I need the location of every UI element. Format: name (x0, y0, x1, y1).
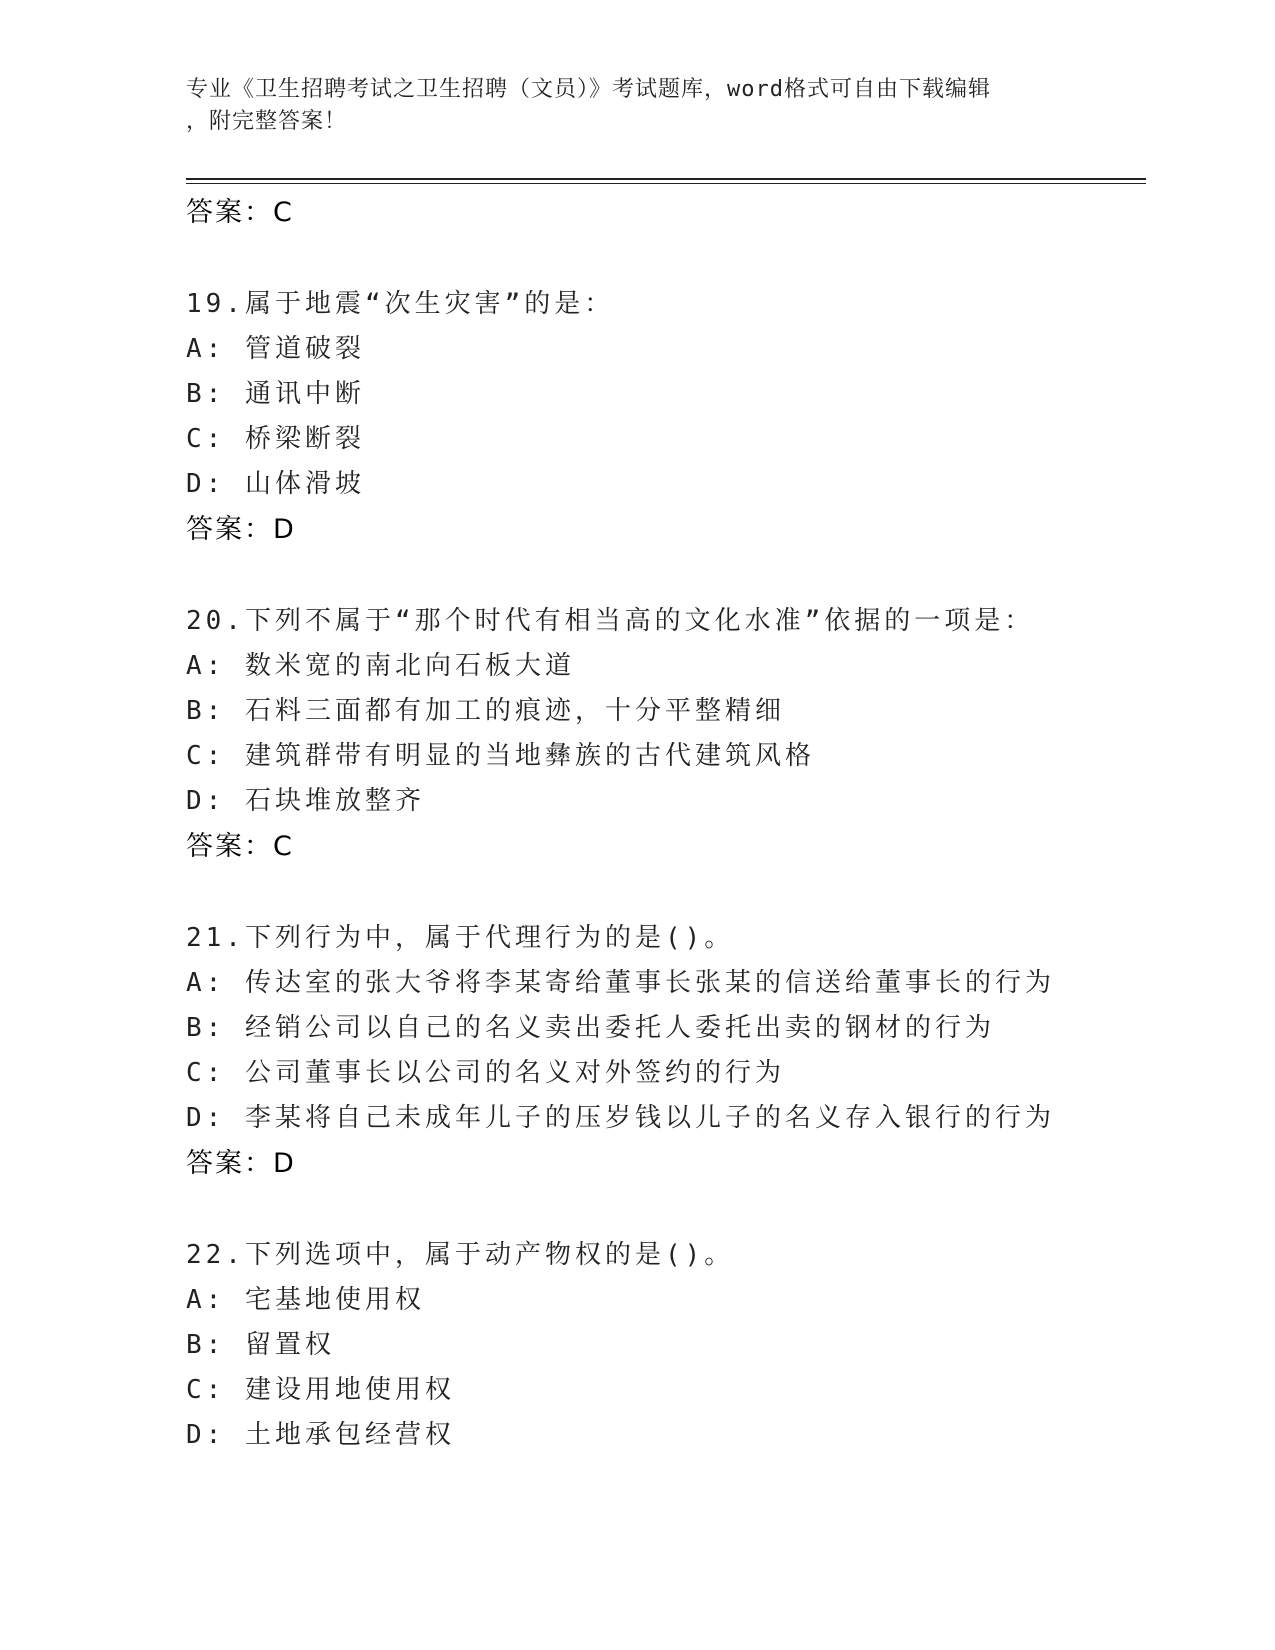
option-d: D: 山体滑坡 (186, 469, 365, 499)
option-c: C: 建筑群带有明显的当地彝族的古代建筑风格 (186, 741, 815, 771)
option-c: C: 桥梁断裂 (186, 424, 365, 454)
option-c: C: 建设用地使用权 (186, 1375, 455, 1405)
option-c: C: 公司董事长以公司的名义对外签约的行为 (186, 1058, 785, 1088)
document-header (186, 74, 1066, 138)
option-b: B: 石料三面都有加工的痕迹，十分平整精细 (186, 696, 785, 726)
option-a: A: 管道破裂 (186, 334, 365, 364)
header-rule-thin (186, 183, 1146, 184)
option-d: D: 李某将自己未成年儿子的压岁钱以儿子的名义存入银行的行为 (186, 1103, 1055, 1133)
question-block (186, 916, 1146, 1186)
question-gap (186, 869, 1146, 916)
question-text: 20.下列不属于“那个时代有相当高的文化水准”依据的一项是： (186, 606, 1035, 636)
question-block (186, 1233, 1146, 1458)
option-b: B: 留置权 (186, 1330, 335, 1360)
answer-line: 答案：C (186, 831, 294, 862)
answer-line: 答案：D (186, 514, 296, 545)
question-text: 21.下列行为中，属于代理行为的是()。 (186, 923, 735, 953)
question-gap (186, 552, 1146, 599)
option-a: A: 传达室的张大爷将李某寄给董事长张某的信送给董事长的行为 (186, 968, 1055, 998)
question-text: 19.属于地震“次生灾害”的是： (186, 289, 615, 319)
option-d: D: 石块堆放整齐 (186, 786, 425, 816)
question-gap (186, 1186, 1146, 1233)
option-b: B: 经销公司以自己的名义卖出委托人委托出卖的钢材的行为 (186, 1013, 995, 1043)
question-list (186, 190, 1146, 1458)
header-line-2: ，附完整答案！ (186, 109, 348, 134)
header-rule (186, 178, 1146, 180)
option-d: D: 土地承包经营权 (186, 1420, 455, 1450)
question-block (186, 599, 1146, 869)
option-a: A: 数米宽的南北向石板大道 (186, 651, 575, 681)
question-gap (186, 235, 1146, 282)
question-text: 22.下列选项中，属于动产物权的是()。 (186, 1240, 735, 1270)
question-block (186, 282, 1146, 552)
header-line-1: 专业《卫生招聘考试之卫生招聘（文员）》考试题库，word格式可自由下载编辑 (186, 77, 991, 102)
answer-line: 答案：D (186, 1148, 296, 1179)
answer-line: 答案：C (186, 197, 294, 228)
option-b: B: 通讯中断 (186, 379, 365, 409)
option-a: A: 宅基地使用权 (186, 1285, 425, 1315)
